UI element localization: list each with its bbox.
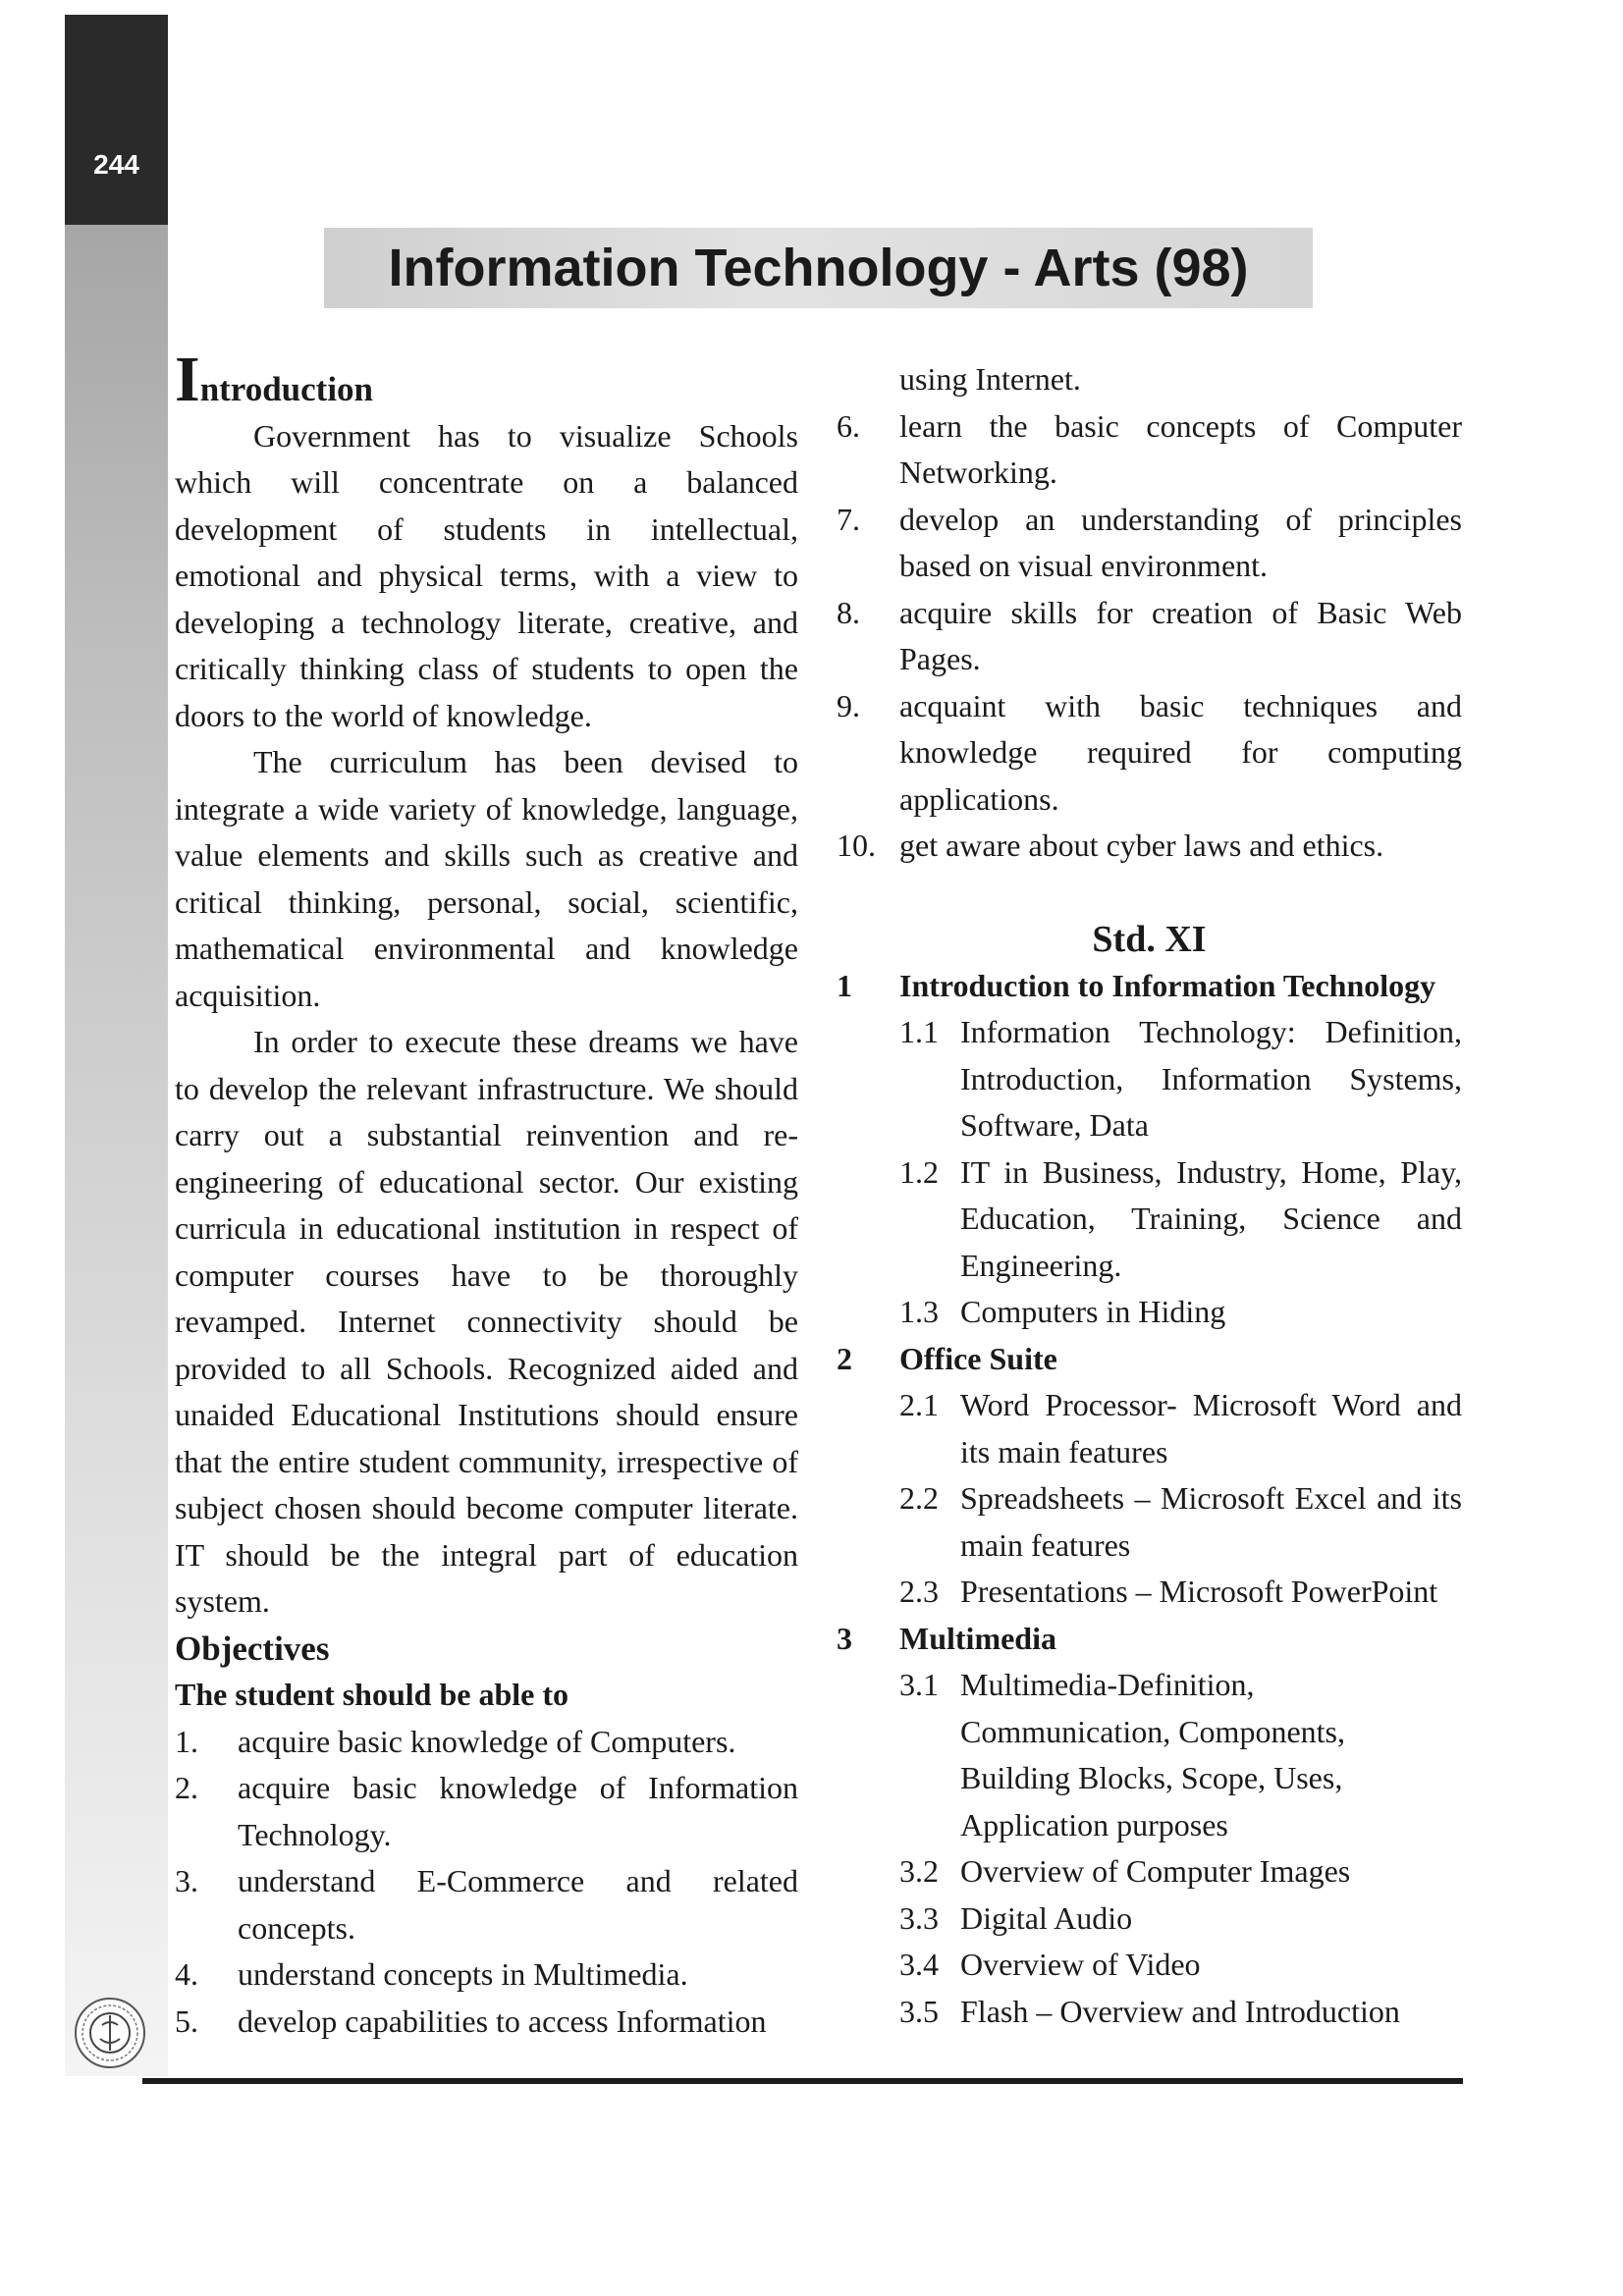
- subtopic-number: 1.3: [899, 1294, 939, 1329]
- subtopic-number: 3.1: [899, 1667, 939, 1702]
- objective-item: [175, 1719, 798, 1766]
- objective-number: 7.: [837, 501, 860, 537]
- introduction-heading: [175, 344, 798, 415]
- objective-number: 9.: [837, 687, 860, 723]
- objective-text: acquaint with basic techniques and knowledge required for computing applications.: [899, 687, 1462, 817]
- objective-text: acquire basic knowledge of Information Technology.: [238, 1770, 798, 1852]
- objective-continuation: using Internet.: [899, 361, 1081, 397]
- subtopic-item: [837, 1662, 1462, 1848]
- objective-number: 5.: [175, 2002, 198, 2039]
- objective-text: develop capabilities to access Information: [238, 2002, 767, 2039]
- introduction-heading-rest: ntroduction: [199, 370, 374, 408]
- unit-title: Multimedia: [899, 1620, 1056, 1656]
- unit-number: 3: [837, 1620, 852, 1656]
- objectives-heading: Objectives: [175, 1629, 330, 1668]
- subtopic-text: Multimedia-Definition, Communication, Components, Building Blocks, Scope, Uses, Application purposes: [960, 1667, 1345, 1842]
- objective-number: 6.: [837, 407, 860, 444]
- side-margin-bar: [65, 15, 168, 2076]
- subtopic-number: 2.2: [899, 1480, 939, 1516]
- objective-number: 10.: [837, 828, 876, 863]
- subtopic-text: Information Technology: Definition, Introduction, Information Systems, Software, Data: [960, 1014, 1462, 1143]
- subtopic-item: [837, 1009, 1462, 1149]
- subtopic-item: [837, 1569, 1462, 1616]
- objective-text: develop an understanding of principles based on visual environment.: [899, 501, 1462, 583]
- objective-item: [175, 1999, 798, 2046]
- subtopic-number: 2.3: [899, 1574, 939, 1609]
- objective-number: 1.: [175, 1723, 198, 1759]
- objective-item: [175, 1951, 798, 1999]
- unit-title: Introduction to Information Technology: [899, 967, 1436, 1003]
- right-column: [837, 356, 1462, 2035]
- subtopic-item: [837, 1289, 1462, 1336]
- objective-number: 2.: [175, 1770, 198, 1805]
- subtopic-number: 3.2: [899, 1853, 939, 1889]
- emblem-icon: [73, 1996, 147, 2070]
- footer-rule: [142, 2078, 1463, 2084]
- subtopic-item: [837, 1942, 1462, 1989]
- objective-number: 4.: [175, 1956, 198, 1992]
- objective-item: [175, 1858, 798, 1951]
- unit-number: 2: [837, 1340, 852, 1376]
- objective-text: learn the basic concepts of Computer Networking.: [899, 407, 1462, 490]
- objective-text: understand E-Commerce and related concepts.: [238, 1863, 798, 1946]
- objective-item: [837, 403, 1462, 497]
- unit-number: 1: [837, 967, 852, 1003]
- subtopic-number: 1.2: [899, 1153, 939, 1190]
- unit-title: Office Suite: [899, 1340, 1057, 1376]
- subtopic-text: Word Processor- Microsoft Word and its main features: [960, 1387, 1462, 1469]
- intro-paragraph-3: In order to execute these dreams we have to develop the relevant infrastructure. We should carry out a substantial reinvention and re-engineering of educational sector. Our existing curricula in educational institution in respect of computer courses have to be thoroughly revamped. Internet connectivity should be provided to all Schools. Recognized aided and unaided Educational Institutions should ensure that the entire student community, irrespective of subject chosen should become computer literate. IT should be the integral part of education system.: [175, 1024, 798, 1619]
- subtopic-item: [837, 1149, 1462, 1290]
- objective-number: 3.: [175, 1863, 198, 1898]
- subtopic-text: IT in Business, Industry, Home, Play, Education, Training, Science and Engineering.: [960, 1153, 1462, 1283]
- page-title: Information Technology - Arts (98): [388, 239, 1249, 297]
- drop-cap: I: [175, 344, 200, 415]
- subtopic-item: [837, 1382, 1462, 1475]
- objective-item: [837, 590, 1462, 683]
- page-number: 244: [93, 149, 139, 180]
- subtopic-item: [837, 1896, 1462, 1943]
- subtopic-number: 3.4: [899, 1947, 939, 1982]
- subtopic-item: [837, 1475, 1462, 1569]
- objective-text: acquire basic knowledge of Computers.: [238, 1723, 736, 1759]
- subtopic-text: Digital Audio: [960, 1899, 1133, 1936]
- objective-item: [837, 823, 1462, 870]
- subtopic-number: 3.5: [899, 1993, 939, 2029]
- subtopic-item: [837, 1989, 1462, 2036]
- subtopic-number: 3.3: [899, 1899, 939, 1936]
- objective-text: understand concepts in Multimedia.: [238, 1956, 688, 1992]
- objective-item: [837, 683, 1462, 824]
- intro-paragraph-1: Government has to visualize Schools which will concentrate on a balanced development of students in intellectual, emotional and physical terms, with a view to developing a technology literate, creative, and critically thinking class of students to open the doors to the world of knowledge.: [175, 417, 798, 733]
- subtopic-number: 1.1: [899, 1014, 939, 1049]
- intro-paragraph-2: The curriculum has been devised to integrate a wide variety of knowledge, language, value elements and skills such as creative and critical thinking, personal, social, scientific, mathematical environmental and knowledge acquisition.: [175, 744, 798, 1013]
- subtopic-text: Computers in Hiding: [960, 1294, 1226, 1329]
- left-column: [175, 344, 798, 2045]
- page-number-tab: [65, 15, 168, 225]
- subtopic-number: 2.1: [899, 1387, 939, 1422]
- unit-heading: [837, 1616, 1462, 1663]
- objectives-subheading: The student should be able to: [175, 1677, 568, 1712]
- subtopic-text: Spreadsheets – Microsoft Excel and its main features: [960, 1480, 1462, 1563]
- subtopic-text: Presentations – Microsoft PowerPoint: [960, 1574, 1438, 1609]
- objective-text: get aware about cyber laws and ethics.: [899, 828, 1384, 863]
- objective-text: acquire skills for creation of Basic Web Pages.: [899, 594, 1462, 676]
- objective-number: 8.: [837, 594, 860, 630]
- objective-item: [837, 497, 1462, 590]
- syllabus-heading: Std. XI: [1092, 918, 1207, 960]
- subtopic-text: Flash – Overview and Introduction: [960, 1993, 1400, 2029]
- subtopic-text: Overview of Video: [960, 1947, 1201, 1982]
- unit-heading: [837, 1336, 1462, 1383]
- objective-item: [175, 1765, 798, 1858]
- subtopic-text: Overview of Computer Images: [960, 1853, 1351, 1889]
- unit-heading: [837, 963, 1462, 1010]
- subtopic-item: [837, 1848, 1462, 1896]
